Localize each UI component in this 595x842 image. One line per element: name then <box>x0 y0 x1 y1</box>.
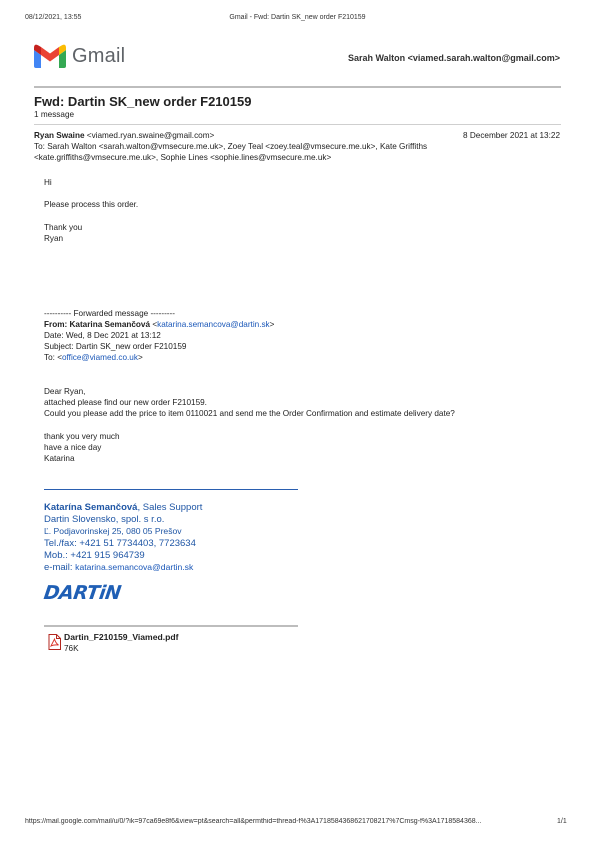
signature-name: Katarína Semančová <box>44 502 138 513</box>
signature-email-link[interactable]: katarina.semancova@dartin.sk <box>75 562 194 572</box>
print-page-title: Gmail - Fwd: Dartin SK_new order F210159 <box>229 14 366 21</box>
forward-to <box>44 352 143 363</box>
forward-from-close: > <box>269 320 275 329</box>
account-user: Sarah Walton <viamed.sarah.walton@gmail.com> <box>347 53 560 63</box>
subject-divider <box>34 124 561 125</box>
forward-greeting: Dear Ryan, <box>44 387 86 396</box>
forward-from-label: From: <box>44 320 68 329</box>
forward-to-label: To: < <box>44 353 62 362</box>
body-thanks: Thank you <box>44 223 83 232</box>
thread-subject: Fwd: Dartin SK_new order F210159 <box>34 94 252 109</box>
signature-divider <box>44 489 298 490</box>
signature-email-label: e-mail: <box>44 562 76 573</box>
message-count: 1 message <box>34 110 75 119</box>
forward-from <box>44 319 274 330</box>
signature-mob: Mob.: +421 915 964739 <box>44 550 145 561</box>
signature-telfax: Tel./fax: +421 51 7734403, 7723634 <box>44 538 196 549</box>
sender[interactable] <box>34 130 214 141</box>
forward-to-close: > <box>137 353 143 362</box>
forward-from-name: Katarina Semančová <box>69 320 151 329</box>
signature-email-line <box>44 562 193 574</box>
print-url: https://mail.google.com/mail/u/0/?ik=97ca69e8f6&view=pt&search=all&permthid=thread-f%3A1718584368621708217%7Cmsg-f%3A1718584368... <box>25 818 482 825</box>
forward-thanks: thank you very much <box>44 432 120 441</box>
forward-line-2: Could you please add the price to item 0110021 and send me the Order Confirmation and estimate delivery date? <box>44 409 455 418</box>
body-greeting: Hi <box>44 178 52 187</box>
forward-niceday: have a nice day <box>44 443 102 452</box>
gmail-wordmark: Gmail <box>72 45 126 67</box>
header-divider <box>34 86 561 88</box>
forward-from-open: < <box>152 320 158 329</box>
signature-name-line <box>44 502 202 514</box>
recipients-line-1: To: Sarah Walton <sarah.walton@vmsecure.me.uk>, Zoey Teal <zoey.teal@vmsecure.me.uk>, Kate Griffiths <box>34 142 428 151</box>
print-datetime: 08/12/2021, 13:55 <box>25 14 82 21</box>
forward-date: Date: Wed, 8 Dec 2021 at 13:12 <box>44 331 161 340</box>
sender-name: Ryan Swaine <box>34 131 85 140</box>
signature-role: , Sales Support <box>137 502 203 513</box>
attachment-divider <box>44 625 298 627</box>
body-name: Ryan <box>44 234 64 243</box>
recipients-line-2: <kate.griffiths@vmsecure.me.uk>, Sophie Lines <sophie.lines@vmsecure.me.uk> <box>34 153 332 162</box>
attachment-size: 76K <box>64 644 79 653</box>
gmail-logo-icon[interactable] <box>34 44 66 68</box>
forward-from-email-link[interactable]: katarina.semancova@dartin.sk <box>157 320 270 329</box>
forward-subject: Subject: Dartin SK_new order F210159 <box>44 342 187 351</box>
dartin-logo: DARTiN <box>42 582 123 604</box>
forward-name: Katarina <box>44 454 75 463</box>
forward-line-1: attached please find our new order F210159. <box>44 398 207 407</box>
attachment-filename[interactable]: Dartin_F210159_Viamed.pdf <box>64 632 179 642</box>
message-date: 8 December 2021 at 13:22 <box>463 131 560 140</box>
signature-address: Ľ. Podjavorinskej 25, 080 05 Prešov <box>44 526 182 536</box>
forward-to-email-link[interactable]: office@viamed.co.uk <box>61 353 138 362</box>
pdf-file-icon[interactable] <box>48 634 61 650</box>
print-page-number: 1/1 <box>557 818 567 825</box>
forward-separator: ---------- Forwarded message --------- <box>44 309 175 318</box>
signature-company: Dartin Slovensko, spol. s r.o. <box>44 514 165 525</box>
sender-email: <viamed.ryan.swaine@gmail.com> <box>86 131 215 140</box>
body-line-1: Please process this order. <box>44 200 139 209</box>
